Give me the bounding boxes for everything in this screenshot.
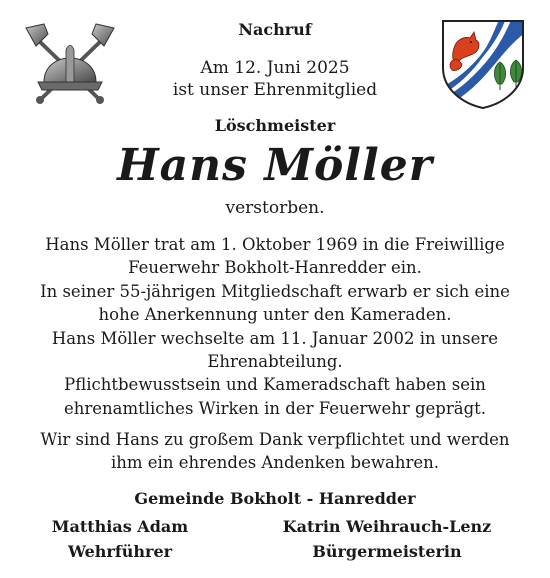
body-line: Ehrenabteilung.	[207, 352, 343, 372]
signatory-right	[272, 514, 502, 564]
body-line: In seiner 55-jährigen Mitgliedschaft erwarb er sich eine	[40, 281, 510, 301]
signatory-left	[40, 514, 200, 564]
signatory-role: Bürgermeisterin	[312, 542, 462, 561]
rank-title: Löschmeister	[214, 116, 336, 135]
membership-line: ist unser Ehrenmitglied	[172, 80, 378, 100]
death-date-line: Am 12. Juni 2025	[200, 58, 350, 78]
obituary-body	[0, 233, 550, 420]
signatory-role: Wehrführer	[67, 542, 173, 561]
body-line: ehrenamtliches Wirken in der Feuerwehr geprägt.	[63, 398, 487, 418]
deceased-name: Hans Möller	[117, 140, 433, 191]
notice-heading: Nachruf	[238, 20, 312, 39]
deceased-word: verstorben.	[225, 198, 325, 218]
thanks-line: ihm ein ehrendes Andenken bewahren.	[111, 453, 439, 473]
thanks-paragraph	[0, 428, 550, 475]
body-line: hohe Anerkennung unter den Kameraden.	[98, 305, 452, 325]
body-line: Feuerwehr Bokholt-Hanredder ein.	[128, 258, 422, 278]
signatory-name: Matthias Adam	[51, 517, 189, 536]
body-line: Pflichtbewusstsein und Kameradschaft haben sein	[64, 375, 486, 395]
municipality-name: Gemeinde Bokholt - Hanredder	[134, 489, 416, 508]
thanks-line: Wir sind Hans zu großem Dank verpflichtet und werden	[40, 430, 510, 449]
body-line: Hans Möller wechselte am 11. Januar 2002 in unsere	[51, 328, 499, 348]
body-line: Hans Möller trat am 1. Oktober 1969 in die Freiwillige	[45, 235, 505, 254]
signatory-name: Katrin Weihrauch-Lenz	[282, 517, 492, 536]
